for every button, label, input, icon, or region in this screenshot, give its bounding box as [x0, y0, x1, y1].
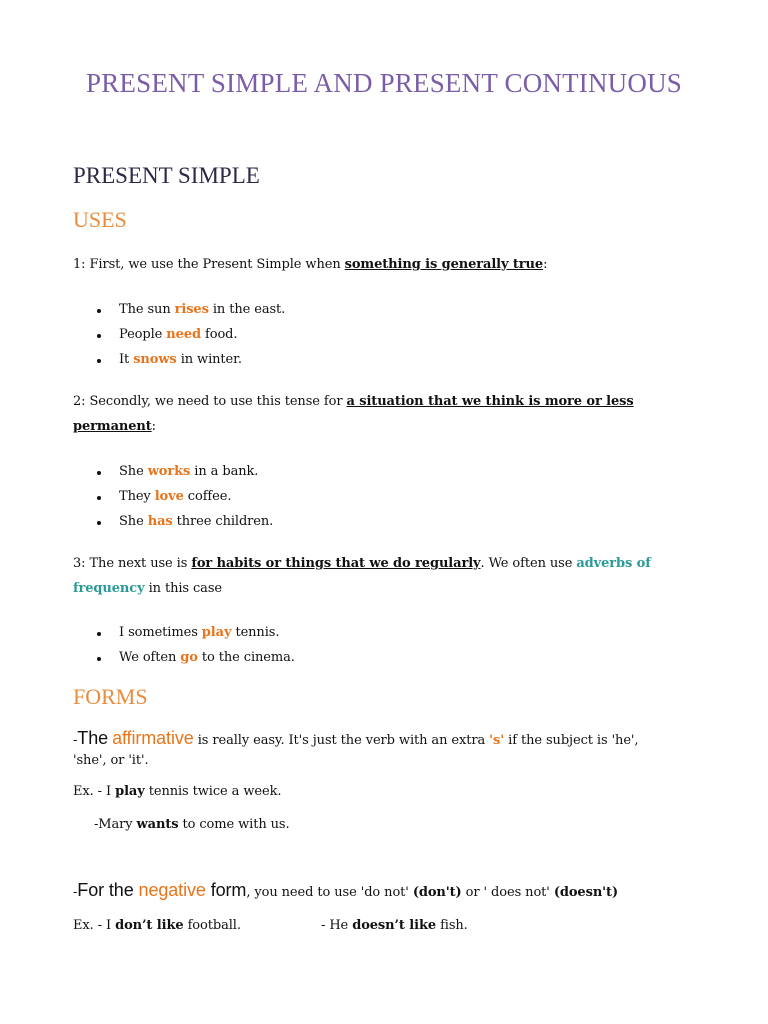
section-heading: PRESENT SIMPLE [73, 163, 260, 188]
use3-paragraph-line2: frequency in this case [73, 581, 222, 596]
list-item: It snows in winter. [119, 352, 242, 367]
use2-emphasis: a situation that we think is more or less [346, 394, 634, 409]
bullet-icon [97, 657, 101, 661]
negative-example-2: - He doesn’t like fish. [321, 918, 468, 933]
verb-highlight: love [154, 489, 184, 504]
bullet-icon [97, 521, 101, 525]
verb-highlight: has [147, 514, 173, 529]
bullet-icon [97, 496, 101, 500]
bullet-icon [97, 471, 101, 475]
adverbs-highlight: adverbs of [576, 556, 651, 571]
use3-emphasis: for habits or things that we do regularly [191, 556, 481, 571]
list-item: She works in a bank. [119, 464, 259, 479]
list-item: The sun rises in the east. [119, 302, 286, 317]
verb-highlight: go [180, 650, 198, 665]
use1-paragraph [73, 256, 547, 274]
use1-prefix: 1: First, we use the Present Simple when [73, 257, 345, 272]
use2-prefix: 2: Secondly, we need to use this tense for [73, 394, 347, 409]
use2-paragraph-line2: permanent: [73, 419, 156, 434]
list-item: I sometimes play tennis. [119, 625, 280, 640]
affirmative-highlight: affirmative [112, 728, 194, 748]
page-title: PRESENT SIMPLE AND PRESENT CONTINUOUS [86, 68, 682, 98]
verb-highlight: rises [174, 302, 209, 317]
list-item: They love coffee. [119, 489, 232, 504]
bullet-icon [97, 309, 101, 313]
frequency-highlight: frequency [73, 581, 145, 596]
negative-example-1: Ex. - I don’t like football. [73, 918, 241, 933]
bullet-icon [97, 359, 101, 363]
use2-emphasis-cont: permanent [73, 419, 152, 434]
uses-heading: USES [73, 207, 127, 232]
verb-highlight: play [201, 625, 232, 640]
bullet-icon [97, 334, 101, 338]
list-item: People need food. [119, 327, 238, 342]
verb-highlight: snows [133, 352, 177, 367]
affirmative-line2: 'she', or 'it'. [73, 753, 149, 768]
use1-emphasis: something is generally true [344, 257, 544, 272]
affirmative-example-2: -Mary wants to come with us. [94, 817, 290, 832]
use3-prefix: 3: The next use is [73, 556, 192, 571]
negative-line: -For the negative form, you need to use 'do not' (don't) or ' does not' (doesn't) [73, 880, 619, 900]
forms-heading: FORMS [73, 684, 148, 709]
negative-highlight: negative [138, 880, 206, 900]
affirmative-example-1: Ex. - I play tennis twice a week. [73, 784, 282, 799]
verb-highlight: works [147, 464, 191, 479]
affirmative-line1: -The affirmative is really easy. It's just the verb with an extra 's' if the subject is 'he', [73, 728, 639, 748]
use1-suffix: : [543, 257, 548, 272]
list-item: She has three children. [119, 514, 274, 529]
bullet-icon [97, 632, 101, 636]
verb-highlight: need [166, 327, 201, 342]
use3-paragraph-line1: 3: The next use is for habits or things that we do regularly. We often use adverbs of [73, 556, 651, 571]
use2-paragraph-line1 [73, 393, 634, 411]
list-item: We often go to the cinema. [119, 650, 295, 665]
